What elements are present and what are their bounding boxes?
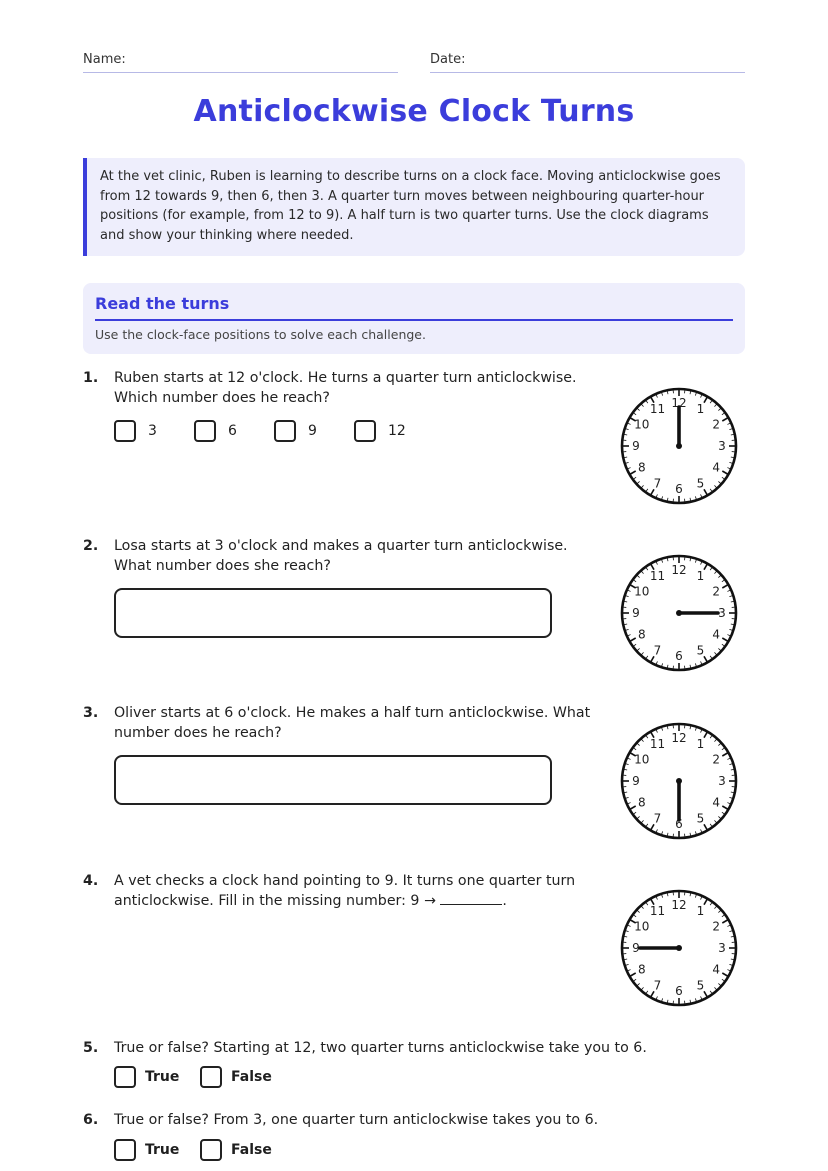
clock-number: 8 (637, 795, 646, 810)
clock-number: 11 (649, 736, 666, 751)
clock-number: 11 (649, 401, 666, 416)
clock-number: 2 (712, 919, 721, 934)
fill-in-blank[interactable] (440, 891, 502, 905)
clock-number: 4 (712, 460, 721, 475)
clock-number: 3 (718, 439, 726, 454)
question-number: 2. (83, 538, 99, 554)
question-number: 3. (83, 705, 99, 721)
option-label: False (231, 1142, 272, 1158)
name-label: Name: (83, 52, 126, 67)
clock-diagram-4 (619, 888, 739, 1008)
clock-number: 5 (696, 476, 705, 491)
date-label: Date: (430, 52, 466, 67)
clock-number: 12 (671, 731, 687, 746)
clock-number: 4 (712, 795, 721, 810)
clock-center (676, 443, 682, 449)
clock-number: 7 (653, 978, 662, 993)
page-title: Anticlockwise Clock Turns (193, 94, 635, 129)
clock-number: 10 (634, 752, 650, 767)
clock-center (676, 610, 682, 616)
clock-number: 6 (675, 649, 683, 664)
clock-number: 8 (637, 962, 646, 977)
question-text: Losa starts at 3 o'clock and makes a quarter turn anticlockwise. What number does she reach? (114, 538, 568, 574)
clock-center (676, 778, 682, 784)
option-false[interactable] (200, 1066, 272, 1088)
clock-diagram-3 (619, 721, 739, 841)
clock-number: 11 (649, 903, 666, 918)
answer-box-3[interactable] (114, 755, 552, 805)
clock-number: 6 (675, 817, 683, 832)
clock-number: 8 (637, 460, 646, 475)
clock-number: 4 (712, 627, 721, 642)
clock-number: 3 (718, 606, 726, 621)
clock-number: 5 (696, 978, 705, 993)
question-text-part: A vet checks a clock hand pointing to 9. It turns one quarter turn anticlockwise. Fill in the missing number: 9 → (114, 873, 576, 909)
clock-number: 6 (675, 984, 683, 999)
checkbox[interactable] (194, 420, 216, 442)
clock-number: 1 (696, 401, 705, 416)
clock-number: 2 (712, 752, 721, 767)
option-label: True (145, 1142, 180, 1158)
question-text: Ruben starts at 12 o'clock. He turns a quarter turn anticlockwise. Which number does he reach? (114, 370, 577, 406)
option-label: 6 (228, 423, 237, 439)
clock-number: 9 (632, 774, 640, 789)
clock-number: 2 (712, 584, 721, 599)
option-label: 12 (388, 423, 406, 439)
checkbox[interactable] (274, 420, 296, 442)
clock-number: 3 (718, 774, 726, 789)
question-text-end: . (502, 893, 507, 909)
clock-number: 9 (632, 439, 640, 454)
clock-number: 1 (696, 903, 705, 918)
question-number: 5. (83, 1040, 99, 1056)
clock-number: 10 (634, 417, 650, 432)
option-label: 3 (148, 423, 157, 439)
clock-number: 1 (696, 736, 705, 751)
clock-number: 2 (712, 417, 721, 432)
clock-number: 11 (649, 568, 666, 583)
option-false[interactable] (200, 1139, 272, 1161)
checkbox[interactable] (354, 420, 376, 442)
question-text: True or false? Starting at 12, two quarter turns anticlockwise take you to 6. (114, 1040, 647, 1056)
option-6[interactable] (194, 420, 237, 442)
checkbox[interactable] (114, 420, 136, 442)
clock-number: 3 (718, 941, 726, 956)
question-number: 1. (83, 370, 99, 386)
clock-number: 7 (653, 811, 662, 826)
clock-number: 6 (675, 482, 683, 497)
option-label: 9 (308, 423, 317, 439)
checkbox[interactable] (114, 1139, 136, 1161)
clock-number: 10 (634, 919, 650, 934)
question-number: 4. (83, 873, 99, 889)
checkbox[interactable] (200, 1066, 222, 1088)
clock-number: 7 (653, 476, 662, 491)
clock-number: 1 (696, 568, 705, 583)
option-12[interactable] (354, 420, 406, 442)
clock-number: 9 (632, 941, 640, 956)
intro-callout: At the vet clinic, Ruben is learning to describe turns on a clock face. Moving anticlockwise goes from 12 towards 9, then 6, then 3. A quarter turn moves between neighbouring quarter-hour positions (for example, from 12 to 9). A half turn is two quarter turns. Use the clock diagrams and show your thinking where needed. (83, 158, 745, 256)
clock-number: 12 (671, 396, 687, 411)
section-header (83, 283, 745, 354)
clock-number: 12 (671, 563, 687, 578)
question-text: True or false? From 3, one quarter turn anticlockwise takes you to 6. (114, 1112, 599, 1128)
clock-number: 4 (712, 962, 721, 977)
clock-diagram-2 (619, 553, 739, 673)
option-9[interactable] (274, 420, 317, 442)
option-label: True (145, 1069, 180, 1085)
clock-number: 5 (696, 643, 705, 658)
checkbox[interactable] (114, 1066, 136, 1088)
clock-number: 9 (632, 606, 640, 621)
clock-number: 10 (634, 584, 650, 599)
clock-number: 8 (637, 627, 646, 642)
name-field[interactable] (83, 52, 398, 73)
section-subtitle: Use the clock-face positions to solve each challenge. (95, 327, 426, 342)
clock-number: 5 (696, 811, 705, 826)
section-title: Read the turns (95, 293, 733, 321)
clock-diagram-1 (619, 386, 739, 506)
clock-number: 12 (671, 898, 687, 913)
clock-number: 7 (653, 643, 662, 658)
option-3[interactable] (114, 420, 157, 442)
option-true[interactable] (114, 1066, 179, 1088)
date-field[interactable] (430, 52, 745, 73)
option-label: False (231, 1069, 272, 1085)
clock-center (676, 945, 682, 951)
checkbox[interactable] (200, 1139, 222, 1161)
question-text (114, 871, 604, 911)
question-text: Oliver starts at 6 o'clock. He makes a half turn anticlockwise. What number does he reach? (114, 705, 591, 741)
answer-box-2[interactable] (114, 588, 552, 638)
option-true[interactable] (114, 1139, 179, 1161)
question-number: 6. (83, 1112, 99, 1128)
